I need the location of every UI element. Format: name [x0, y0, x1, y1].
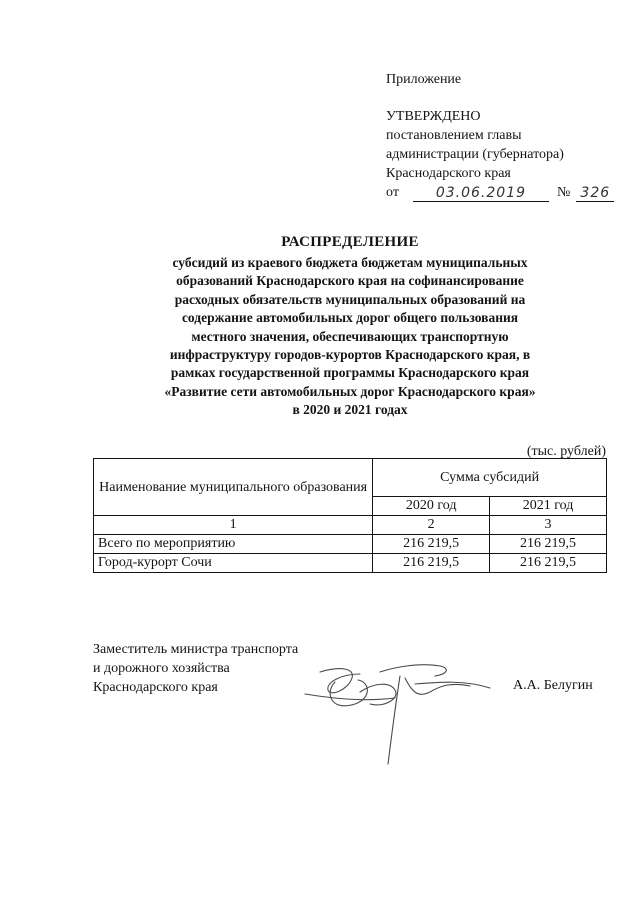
approval-line-1: постановлением главы: [386, 128, 522, 143]
header-year-2021: 2021 год: [490, 497, 607, 516]
document-heading: [70, 233, 630, 420]
approval-line-3: Краснодарского края: [386, 166, 511, 181]
row-name: Город-курорт Сочи: [94, 554, 373, 573]
subtitle-line: содержание автомобильных дорог общего пользования: [181, 310, 519, 326]
units-label: (тыс. рублей): [526, 444, 606, 459]
subtitle-line: субсидий из краевого бюджета бюджетам муниципальных: [172, 255, 528, 270]
row-name: Всего по мероприятию: [94, 535, 373, 554]
subtitle-line: местного значения, обеспечивающих транспортную: [191, 328, 509, 344]
subsidy-table: [93, 458, 607, 573]
subtitle-line: «Развитие сети автомобильных дорог Краснодарского края»: [164, 383, 536, 399]
subtitle-line: образований Краснодарского края на софинансирование: [176, 273, 524, 289]
header-sum: Сумма субсидий: [373, 459, 607, 497]
subtitle-line: в 2020 и 2021 годах: [292, 402, 408, 418]
date-prefix: от: [386, 185, 399, 200]
document-subtitle: [70, 254, 630, 420]
handwritten-number: 326: [576, 185, 614, 202]
approved-label: УТВЕРЖДЕНО: [386, 109, 481, 124]
subtitle-line: инфраструктуру городов-курортов Краснодарского края, в: [169, 347, 531, 363]
handwritten-signature: [300, 652, 505, 770]
date-number-line: [386, 183, 614, 202]
col-number-3: 3: [490, 516, 607, 535]
row-value-2021: 216 219,5: [490, 535, 607, 554]
header-name: Наименование муниципального образования: [94, 459, 373, 516]
signer-line-3: Краснодарского края: [93, 680, 218, 695]
handwritten-date: 03.06.2019: [413, 185, 549, 202]
table-row: [94, 554, 607, 573]
approval-block: [386, 70, 614, 202]
col-number-1: 1: [94, 516, 373, 535]
signer-line-2: и дорожного хозяйства: [93, 661, 230, 676]
subtitle-line: расходных обязательств муниципальных образований на: [174, 291, 526, 307]
row-value-2020: 216 219,5: [373, 535, 490, 554]
signer-position: [93, 640, 298, 697]
appendix-label: Приложение: [386, 72, 462, 87]
subtitle-line: рамках государственной программы Краснодарского края: [170, 365, 530, 381]
approval-line-2: администрации (губернатора): [386, 147, 564, 162]
signer-line-1: Заместитель министра транспорта: [93, 642, 299, 657]
number-sign: №: [556, 185, 571, 200]
row-value-2020: 216 219,5: [373, 554, 490, 573]
table-row: [94, 535, 607, 554]
document-title: РАСПРЕДЕЛЕНИЕ: [281, 234, 419, 250]
signer-name: А.А. Белугин: [513, 678, 593, 693]
header-year-2020: 2020 год: [373, 497, 490, 516]
row-value-2021: 216 219,5: [490, 554, 607, 573]
col-number-2: 2: [373, 516, 490, 535]
